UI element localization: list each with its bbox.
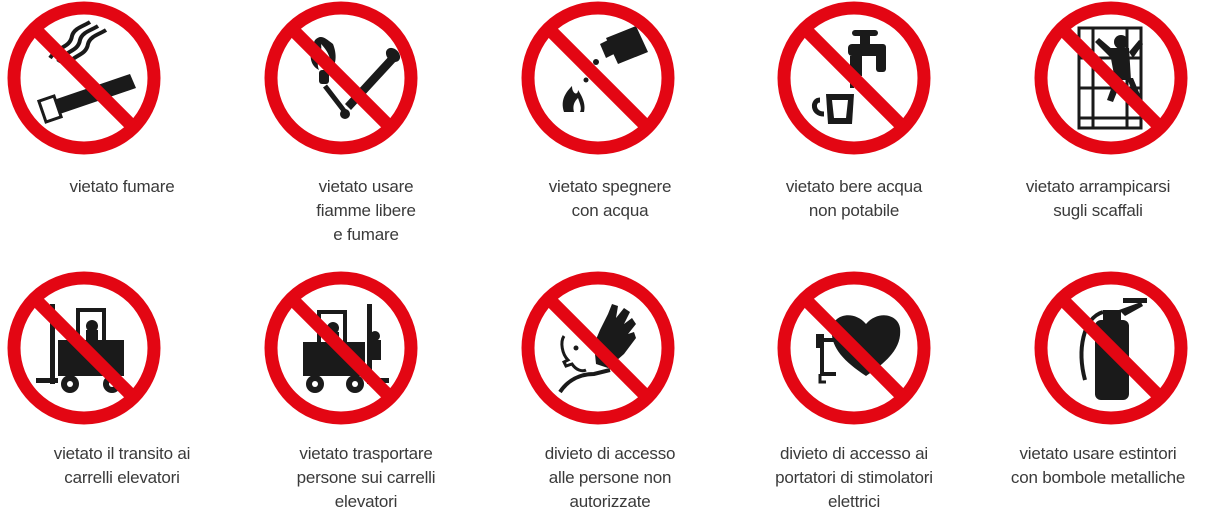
sign-card-no-unauthorized-access [488,270,732,511]
non-potable-water-icon [776,0,932,156]
sign-caption: vietato bere acqua non potabile [785,177,923,220]
no-water-extinguishing-icon [520,0,676,156]
sign-caption: divieto di accesso ai portatori di stimolatori elettrici [775,444,933,511]
sign-card-no-forklift [0,270,244,508]
sign-card-no-people-on-forklift [244,270,488,511]
no-people-on-forklift-icon [263,270,419,426]
no-climbing-shelves-icon [1033,0,1189,156]
sign-card-no-smoking [0,0,244,250]
no-forklift-icon [6,270,162,426]
sign-caption: vietato il transito ai carrelli elevatori [53,444,191,487]
sign-caption: vietato arrampicarsi sugli scaffali [1025,177,1171,220]
no-smoking-icon [6,0,162,156]
sign-card-no-pacemaker-access [732,270,976,511]
sign-card-no-open-flame [244,0,488,250]
sign-card-no-climbing-shelves [976,0,1220,250]
sign-card-non-potable-water [732,0,976,250]
sign-card-no-metal-cylinder-extinguisher [976,270,1220,508]
no-open-flame-icon [263,0,419,156]
sign-caption: divieto di accesso alle persone non autorizzate [544,444,676,511]
sign-caption: vietato usare fiamme libere e fumare [316,177,416,244]
sign-caption: vietato spegnere con acqua [548,177,672,220]
sign-card-no-water-extinguishing [488,0,732,250]
no-pacemaker-access-icon [776,270,932,426]
sign-caption: vietato fumare [69,177,175,196]
no-unauthorized-access-icon [520,270,676,426]
sign-caption: vietato trasportare persone sui carrelli elevatori [296,444,436,511]
no-metal-cylinder-extinguisher-icon [1033,270,1189,426]
sign-caption: vietato usare estintori con bombole metalliche [1010,444,1186,487]
